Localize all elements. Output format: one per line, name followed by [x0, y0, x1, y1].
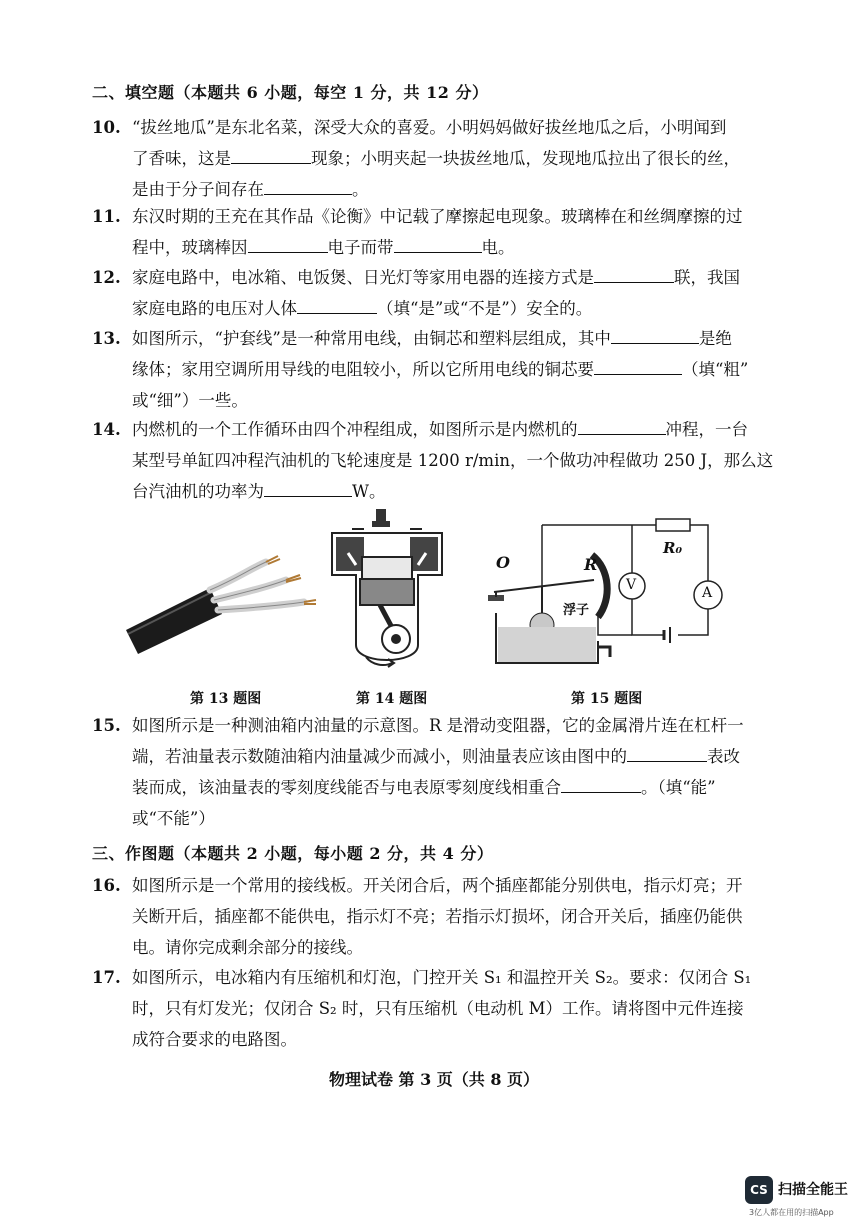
question-text: 。（填“能”	[641, 778, 716, 797]
question-line: 关断开后，插座都不能供电，指示灯不亮；若指示灯损坏，闭合开关后，插座仍能供	[132, 907, 743, 926]
question-line: 如图所示是一个常用的接线板。开关闭合后，两个插座都能分别供电，指示灯亮；开	[132, 876, 743, 895]
question-line	[132, 476, 782, 507]
pivot-label: O	[496, 553, 510, 572]
question-12	[92, 262, 782, 324]
question-line: “拔丝地瓜”是东北名菜，深受大众的喜爱。小明妈妈做好拔丝地瓜之后，小明闻到	[132, 118, 727, 137]
scanner-app-name: 扫描全能王	[778, 1182, 848, 1198]
question-text: 电。	[481, 238, 515, 257]
section-title: 二、填空题（本题共 6 小题，每空 1 分，共 12 分）	[92, 83, 489, 102]
question-10	[92, 112, 782, 205]
answer-blank[interactable]	[561, 774, 641, 793]
question-11	[92, 201, 782, 263]
question-line: 东汉时期的王充在其作品《论衡》中记载了摩擦起电现象。玻璃棒在和丝绸摩擦的过	[132, 207, 743, 226]
question-text: 台汽油机的功率为	[132, 482, 264, 501]
question-text: 是绝	[698, 329, 732, 348]
ammeter-label: A	[702, 585, 713, 601]
question-number: 15.	[92, 716, 121, 735]
question-13	[92, 323, 782, 416]
question-line: 成符合要求的电路图。	[132, 1030, 297, 1049]
figures-row	[0, 505, 868, 720]
question-text: 现象；小明夹起一块拔丝地瓜，发现地瓜拉出了很长的丝，	[311, 149, 740, 168]
answer-blank[interactable]	[594, 356, 682, 375]
question-line	[132, 262, 782, 293]
page-footer: 物理试卷 第 3 页（共 8 页）	[328, 1070, 540, 1089]
answer-blank[interactable]	[394, 234, 482, 253]
answer-blank[interactable]	[231, 145, 311, 164]
question-text: 了香味，这是	[132, 149, 231, 168]
question-14	[92, 414, 782, 507]
question-line	[132, 323, 782, 354]
question-text: 家庭电路中，电冰箱、电饭煲、日光灯等家用电器的连接方式是	[132, 268, 594, 287]
voltmeter-label: V	[626, 577, 637, 593]
question-line	[132, 741, 782, 772]
answer-blank[interactable]	[594, 264, 674, 283]
question-line: 某型号单缸四冲程汽油机的飞轮速度是 1200 r/min，一个做功冲程做功 250 J，那么这	[132, 451, 774, 470]
question-text: 冲程，一台	[665, 420, 748, 439]
figure-15-caption: 第 15 题图	[571, 691, 643, 707]
question-text: 缘体；家用空调所用导线的电阻较小，所以它所用电线的铜芯要	[132, 360, 594, 379]
question-number: 11.	[92, 207, 121, 226]
question-number: 17.	[92, 968, 121, 987]
question-line: 电。请你完成剩余部分的接线。	[132, 938, 363, 957]
question-text: 端，若油量表示数随油箱内油量减少而减小，则油量表应该由图中的	[132, 747, 627, 766]
question-16	[92, 870, 782, 963]
question-number: 13.	[92, 329, 121, 348]
question-number: 10.	[92, 118, 121, 137]
question-line: 或“不能”）	[132, 809, 215, 828]
question-line: 时，只有灯发光；仅闭合 S₂ 时，只有压缩机（电动机 M）工作。请将图中元件连接	[132, 999, 744, 1018]
fuel-gauge-circuit-figure	[488, 517, 726, 667]
float-label: 浮子	[563, 603, 590, 618]
question-line	[132, 772, 782, 803]
question-number: 14.	[92, 420, 121, 439]
question-line: 如图所示是一种测油箱内油量的示意图。R 是滑动变阻器，它的金属滑片连在杠杆一	[132, 716, 744, 735]
question-17	[92, 962, 782, 1055]
question-text: W。	[352, 482, 386, 501]
resistor-r0-label: R₀	[663, 539, 683, 557]
question-number: 12.	[92, 268, 121, 287]
question-line	[132, 293, 782, 324]
scanner-watermark	[745, 1176, 860, 1222]
question-text: 如图所示，“护套线”是一种常用电线，由铜芯和塑料层组成，其中	[132, 329, 611, 348]
figure-14-caption: 第 14 题图	[356, 691, 428, 707]
question-text: 内燃机的一个工作循环由四个冲程组成，如图所示是内燃机的	[132, 420, 578, 439]
question-text: 程中，玻璃棒因	[132, 238, 248, 257]
question-line	[132, 143, 782, 174]
section-title: 三、作图题（本题共 2 小题，每小题 2 分，共 4 分）	[92, 844, 494, 863]
question-text: 。	[352, 180, 369, 199]
question-text: （填“是”或“不是”）安全的。	[377, 299, 593, 318]
answer-blank[interactable]	[611, 325, 699, 344]
question-text: （填“粗”	[682, 360, 749, 379]
answer-blank[interactable]	[578, 416, 666, 435]
question-text: 装而成，该油量表的零刻度线能否与电表原零刻度线相重合	[132, 778, 561, 797]
question-text: 联，我国	[674, 268, 740, 287]
scanner-logo-icon: CS	[745, 1176, 773, 1204]
resistor-label: R	[584, 555, 598, 574]
engine-figure	[322, 505, 452, 680]
question-text: 是由于分子间存在	[132, 180, 264, 199]
answer-blank[interactable]	[264, 176, 352, 195]
question-line	[132, 232, 782, 263]
answer-blank[interactable]	[297, 295, 377, 314]
question-number: 16.	[92, 876, 121, 895]
question-15	[92, 710, 782, 834]
figure-13-caption: 第 13 题图	[190, 691, 262, 707]
question-line	[132, 414, 782, 445]
question-line: 如图所示，电冰箱内有压缩机和灯泡，门控开关 S₁ 和温控开关 S₂。要求：仅闭合 S₁	[132, 968, 752, 987]
scanner-tagline: 3亿人都在用的扫描App	[749, 1208, 834, 1217]
answer-blank[interactable]	[627, 743, 707, 762]
question-line: 或“细”）一些。	[132, 391, 248, 410]
question-text: 电子而带	[327, 238, 394, 257]
question-line	[132, 354, 782, 385]
question-text: 表改	[707, 747, 740, 766]
sheathed-wire-figure	[118, 530, 318, 660]
question-text: 家庭电路的电压对人体	[132, 299, 297, 318]
answer-blank[interactable]	[248, 234, 328, 253]
answer-blank[interactable]	[264, 478, 352, 497]
